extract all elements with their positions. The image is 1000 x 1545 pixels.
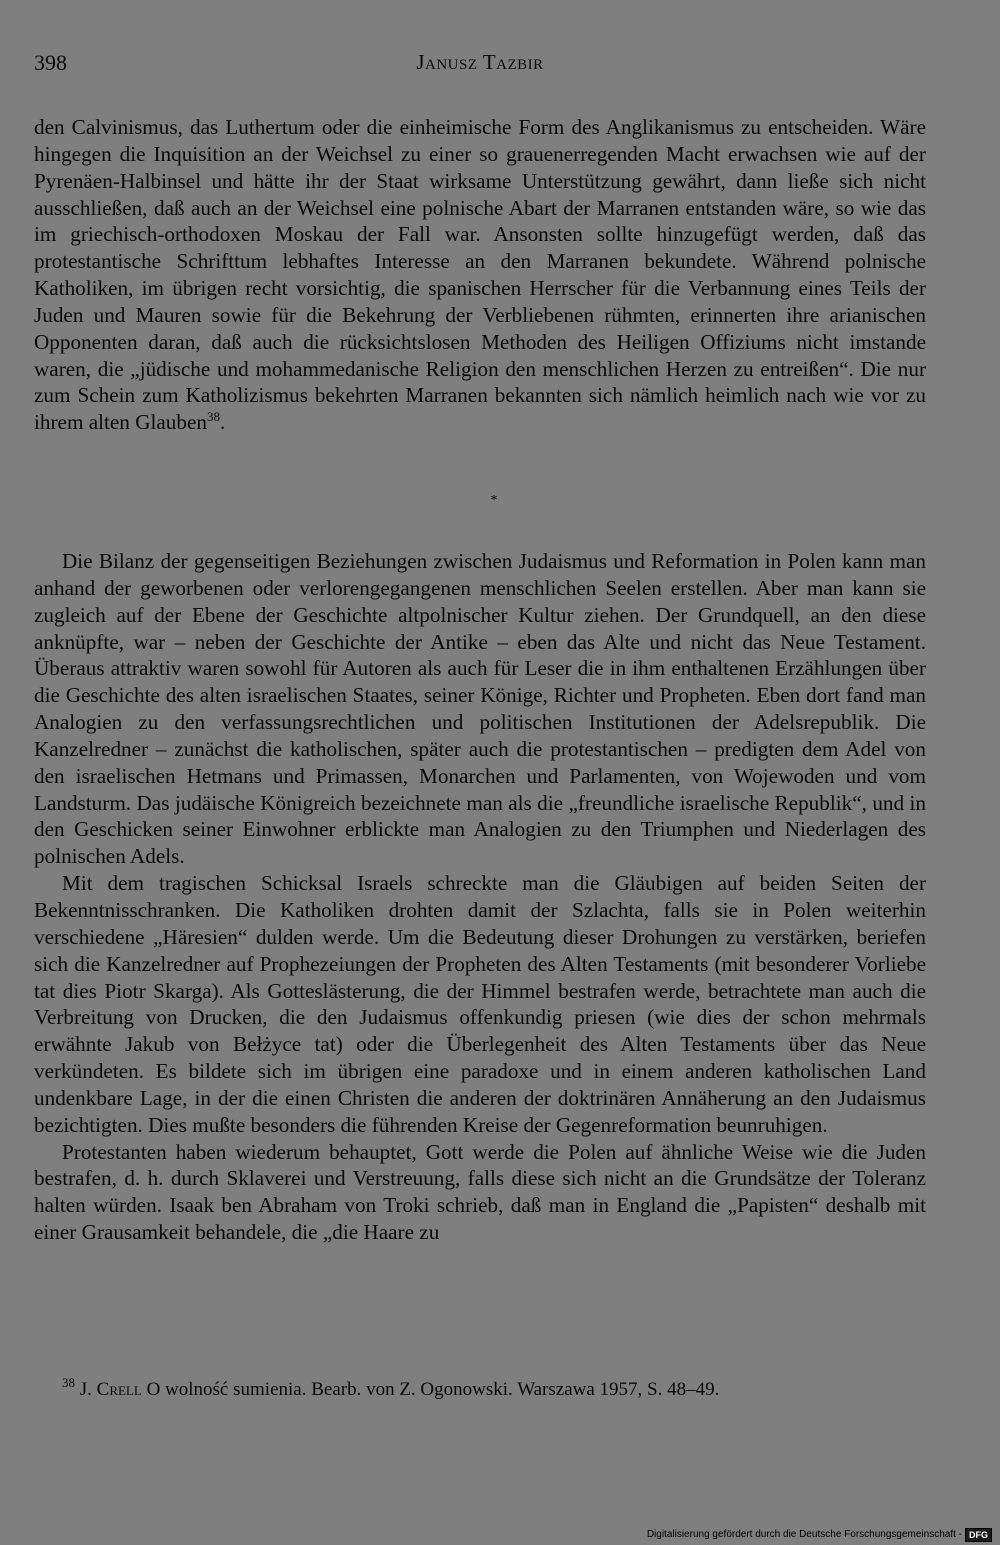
- paragraph-end: .: [219, 410, 226, 435]
- page-number: 398: [34, 50, 67, 75]
- paragraph-text: den Calvinismus, das Luthertum oder die einheimische Form des Anglikanismus zu entscheiden. Wäre hingegen die Inquisition an der Weichsel zu einer so grauenerregenden Macht erwachsen wie auf der Pyrenäen-Halbinsel und hätte ihr der Staat wirksame Unterstützung gewährt, dann ließe sich nicht ausschließen, daß auch an der Weichsel eine polnische Abart der Marranen entstanden wäre, so wie das im griechisch-orthodoxen Moskau der Fall war. Ansonsten sollte hinzugefügt werden, daß das protestantische Schrifttum lebhaftes Interesse an den Marranen bekundete. Während polnische Katholiken, im übrigen recht vorsichtig, die spanischen Herrscher für die Verbannung eines Teils der Juden und Mauren sowie für die Bekehrung der Verbliebenen rühmten, erinnerten ihre arianischen Opponenten daran, daß auch die rücksichtslosen Methoden des Heiligen Offiziums nicht imstande waren, die „jüdische und mohammedanische Religion den menschlichen Herzen zu entreißen“. Die nur zum Schein zum Katholizismus bekehrten Marranen bekannten sich nämlich heimlich nach wie vor zu ihrem alten Glauben: [34, 115, 926, 435]
- digitization-footer-text: Digitalisierung gefördert durch die Deutsche Forschungsgemeinschaft -: [646, 1529, 962, 1540]
- body-text-main: [34, 548, 926, 1246]
- footnote-reference: 38: [206, 409, 220, 425]
- page-header: [34, 50, 926, 84]
- running-head: Janusz Tazbir: [416, 50, 544, 74]
- footnote: [62, 1375, 926, 1402]
- footnote-number: 38: [62, 1375, 75, 1390]
- paragraph: Die Bilanz der gegenseitigen Beziehungen zwischen Judaismus und Reformation in Polen kann man anhand der geworbenen oder verlorengegangenen menschlichen Seelen erstellen. Aber man kann sie zugleich auf der Ebene der Geschichte altpolnischer Kultur ziehen. Der Grundquell, an den diese anknüpfte, war – neben der Geschichte der Antike – eben das Alte und nicht das Neue Testament. Überaus attraktiv waren sowohl für Autoren als auch für Leser die in ihm enthaltenen Erzählungen über die Geschichte des alten israelischen Staates, seiner Könige, Richter und Propheten. Eben dort fand man Analogien zu den verfassungsrechtlichen und politischen Institutionen der Adelsrepublik. Die Kanzelredner – zunächst die katholischen, später auch die protestantischen – predigten dem Adel von den israelischen Hetmans und Primassen, Monarchen und Parlamenten, von Wojewoden und vom Landsturm. Das judäische Königreich bezeichnete man als die „freundliche israelische Republik“, und in den Geschicken seiner Einwohner erblickte man Analogien zu den Triumphen und Niederlagen des polnischen Adels.: [34, 549, 926, 869]
- paragraph: Protestanten haben wiederum behauptet, Gott werde die Polen auf ähnliche Weise wie die Juden bestrafen, d. h. durch Sklaverei und Verstreuung, falls diese sich nicht an die Grundsätze der Toleranz halten würden. Isaak ben Abraham von Troki schrieb, daß man in England die „Papisten“ deshalb mit einer Grausamkeit behandele, die „die Haare zu: [34, 1139, 926, 1245]
- digitization-footer: [647, 1528, 992, 1542]
- body-text-top: [34, 114, 926, 436]
- footnote-author: J. Crell: [79, 1379, 142, 1400]
- dfg-logo-icon: DFG: [965, 1528, 992, 1542]
- paragraph: [34, 114, 926, 436]
- section-separator: *: [490, 493, 498, 508]
- footnote-text: O wolność sumienia. Bearb. von Z. Ogonowski. Warszawa 1957, S. 48–49.: [146, 1379, 720, 1400]
- paragraph: Mit dem tragischen Schicksal Israels schreckte man die Gläubigen auf beiden Seiten der Bekenntnisschranken. Die Katholiken drohten damit der Szlachta, falls sie in Polen weiterhin verschiedene „Häresien“ dulden werde. Um die Bedeutung dieser Drohungen zu verstärken, beriefen sich die Kanzelredner auf Prophezeiungen der Propheten des Alten Testaments (mit besonderer Vorliebe tat dies Piotr Skarga). Als Gotteslästerung, die der Himmel bestrafen werde, betrachtete man auch die Verbreitung von Drucken, die den Judaismus offenkundig priesen (wie dies der schon mehrmals erwähnte Jakub von Bełżyce tat) oder die Überlegenheit des Alten Testaments über das Neue verkündeten. Es bildete sich im übrigen eine paradoxe und in einem anderen katholischen Land undenkbare Lage, in der die einen Christen die anderen der doktrinären Annäherung an den Judaismus bezichtigten. Dies mußte besonders die führenden Kreise der Gegenreformation beunruhigen.: [34, 871, 926, 1137]
